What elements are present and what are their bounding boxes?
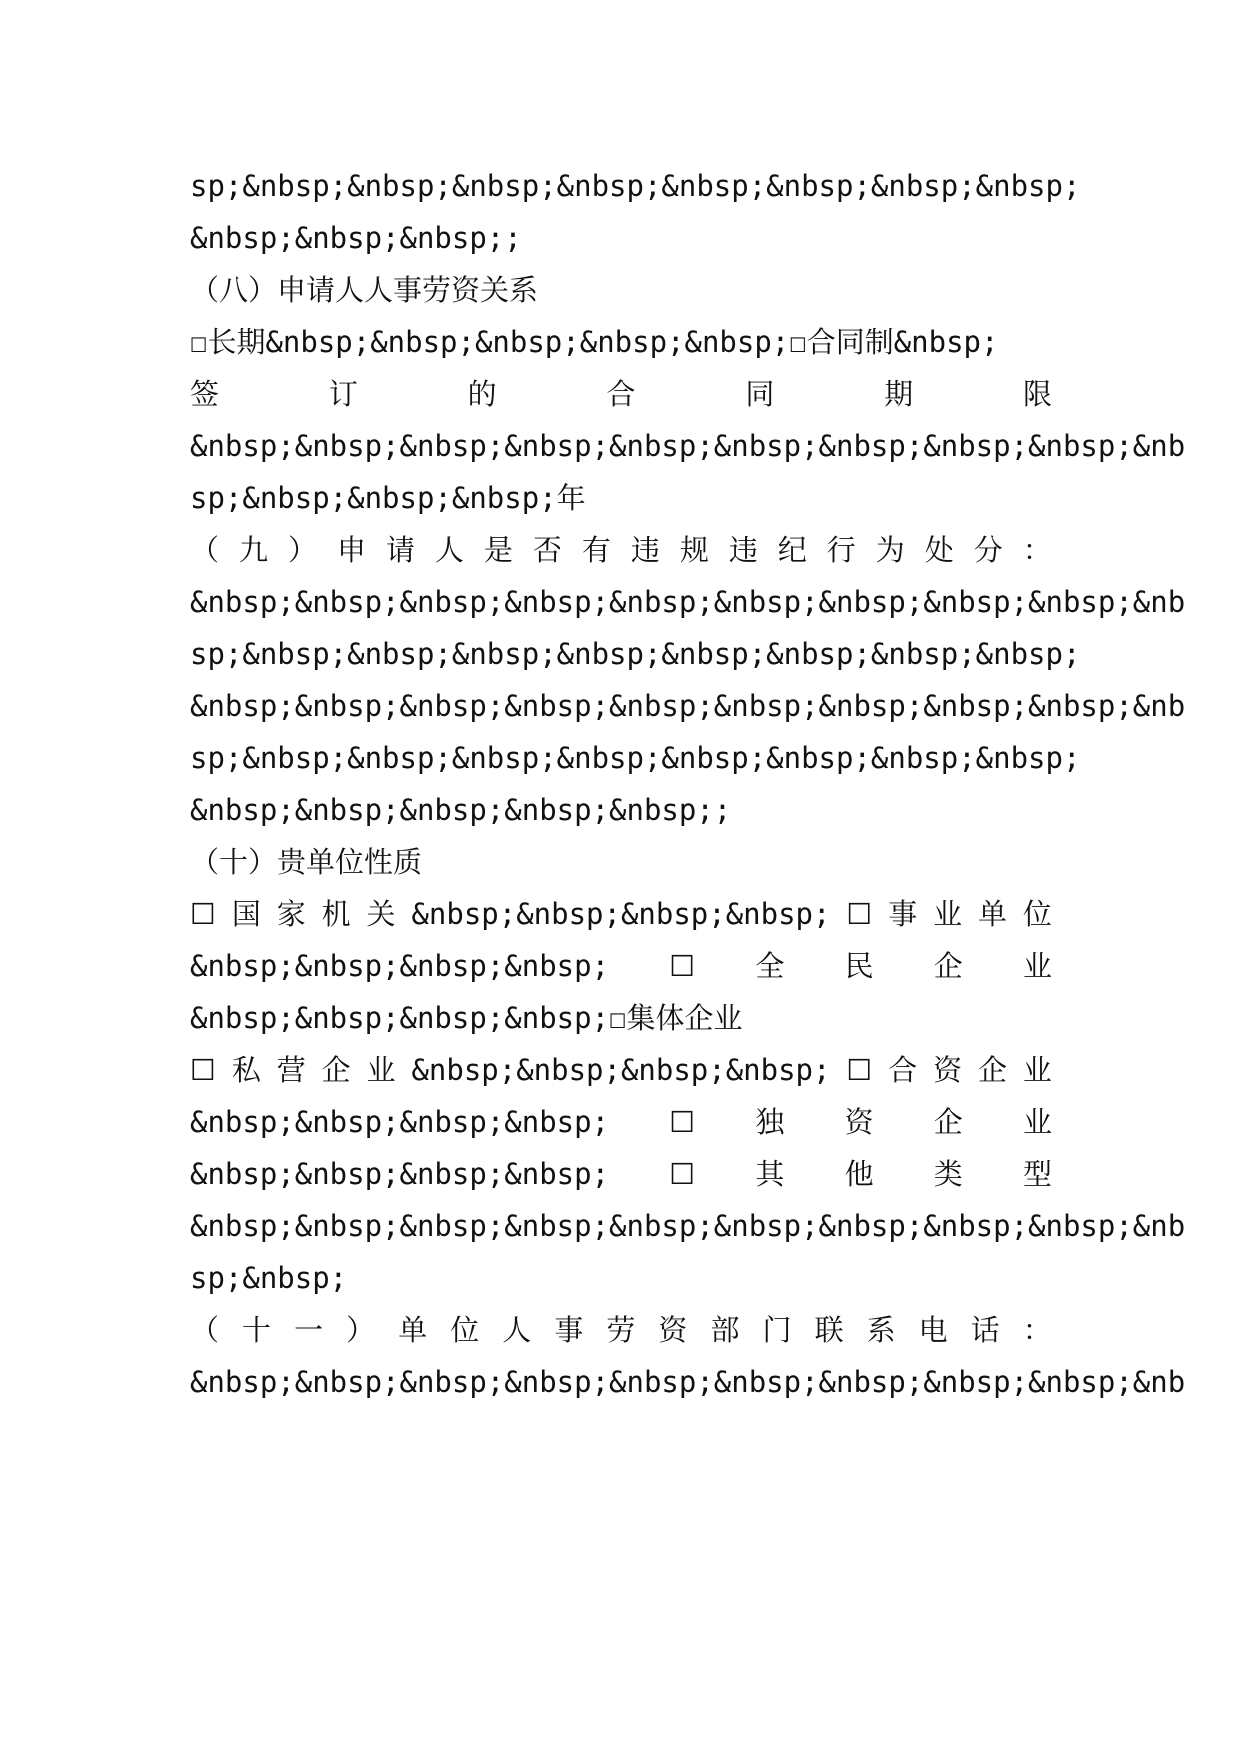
text-char: （: [190, 1313, 220, 1347]
text-char: 行: [826, 533, 856, 567]
options-unit-type-row-5: [190, 1102, 1052, 1142]
text-char: 申: [336, 533, 366, 567]
text-char: 单: [398, 1313, 428, 1347]
options-unit-type-row-1: [190, 894, 1052, 934]
text-char: 十: [242, 1313, 272, 1347]
text-char: 全: [755, 949, 785, 983]
text-char: 资: [844, 1105, 874, 1139]
text-char: 限: [1022, 377, 1052, 411]
text-char: 位: [450, 1313, 480, 1347]
text-line-21: &nbsp;&nbsp;&nbsp;&nbsp;&nbsp;&nbsp;&nbsp;&nbsp;&nbsp;&nb: [190, 1209, 1186, 1243]
options-unit-type-row-4: [190, 1050, 1052, 1090]
text-char: 业: [1022, 1105, 1052, 1139]
text-char: 的: [467, 377, 497, 411]
text-char: ）: [346, 1313, 376, 1347]
section-heading-10: （十）贵单位性质: [190, 845, 423, 879]
text-char: （: [190, 533, 220, 567]
text-entity: &nbsp;&nbsp;&nbsp;&nbsp;: [411, 1053, 831, 1087]
text-char: 企: [933, 949, 963, 983]
text-char: 一: [294, 1313, 324, 1347]
text-char: 同: [745, 377, 775, 411]
text-char: 业: [366, 1053, 396, 1087]
text-char: 劳: [606, 1313, 636, 1347]
checkbox-icon: ☐: [846, 897, 873, 931]
text-char: ：: [1022, 533, 1052, 567]
text-char: 企: [933, 1105, 963, 1139]
text-line-11: &nbsp;&nbsp;&nbsp;&nbsp;&nbsp;&nbsp;&nbsp;&nbsp;&nbsp;&nb: [190, 689, 1186, 723]
text-line-12: sp;&nbsp;&nbsp;&nbsp;&nbsp;&nbsp;&nbsp;&nbsp;&nbsp;: [190, 741, 1081, 775]
text-char: 私: [231, 1053, 261, 1087]
checkbox-icon: ☐: [669, 1105, 696, 1139]
checkbox-icon: ☐: [190, 1053, 216, 1087]
text-char: 其: [755, 1157, 785, 1191]
text-char: 关: [366, 897, 396, 931]
text-char: 处: [924, 533, 954, 567]
text-entity: &nbsp;&nbsp;&nbsp;&nbsp;: [190, 1157, 610, 1191]
text-char: 九: [238, 533, 268, 567]
checkbox-icon: ☐: [190, 897, 216, 931]
contract-term-label: [190, 374, 1052, 414]
text-char: 机: [321, 897, 351, 931]
text-char: 请: [385, 533, 415, 567]
text-char: 违: [728, 533, 758, 567]
text-char: 他: [844, 1157, 874, 1191]
text-char: 违: [630, 533, 660, 567]
text-line-22: sp;&nbsp;: [190, 1261, 348, 1295]
text-char: 业: [933, 897, 963, 931]
text-char: 企: [321, 1053, 351, 1087]
text-char: 分: [973, 533, 1003, 567]
text-char: 企: [978, 1053, 1008, 1087]
text-char: 业: [1022, 949, 1052, 983]
text-char: 单: [978, 897, 1008, 931]
text-char: 部: [710, 1313, 740, 1347]
text-char: 签: [190, 377, 220, 411]
text-char: 类: [933, 1157, 963, 1191]
section-heading-8: （八）申请人人事劳资关系: [190, 273, 539, 307]
text-line-13: &nbsp;&nbsp;&nbsp;&nbsp;&nbsp;;: [190, 793, 732, 827]
text-char: 为: [875, 533, 905, 567]
text-char: 合: [606, 377, 636, 411]
text-char: 事: [554, 1313, 584, 1347]
options-unit-type-row-2: [190, 946, 1052, 986]
text-char: 是: [483, 533, 513, 567]
text-line-10: sp;&nbsp;&nbsp;&nbsp;&nbsp;&nbsp;&nbsp;&nbsp;&nbsp;: [190, 637, 1081, 671]
text-char: 民: [844, 949, 874, 983]
text-char: 事: [888, 897, 918, 931]
text-char: 联: [814, 1313, 844, 1347]
text-char: ）: [287, 533, 317, 567]
text-char: 资: [658, 1313, 688, 1347]
text-line-2: &nbsp;&nbsp;&nbsp;;: [190, 221, 522, 255]
text-line-6: &nbsp;&nbsp;&nbsp;&nbsp;&nbsp;&nbsp;&nbsp;&nbsp;&nbsp;&nb: [190, 429, 1186, 463]
text-char: 位: [1022, 897, 1052, 931]
text-line-7: sp;&nbsp;&nbsp;&nbsp;年: [190, 481, 586, 515]
text-entity: &nbsp;&nbsp;&nbsp;&nbsp;: [190, 1105, 610, 1139]
options-unit-type-row-6: [190, 1154, 1052, 1194]
text-char: 独: [755, 1105, 785, 1139]
text-line-1: sp;&nbsp;&nbsp;&nbsp;&nbsp;&nbsp;&nbsp;&nbsp;&nbsp;: [190, 169, 1081, 203]
checkbox-icon: ☐: [846, 1053, 873, 1087]
text-char: 营: [276, 1053, 306, 1087]
text-char: 话: [970, 1313, 1000, 1347]
text-entity: &nbsp;&nbsp;&nbsp;&nbsp;: [190, 949, 610, 983]
text-entity: &nbsp;&nbsp;&nbsp;&nbsp;: [411, 897, 831, 931]
text-char: 国: [231, 897, 261, 931]
text-char: 规: [679, 533, 709, 567]
section-heading-11: [190, 1310, 1052, 1350]
text-char: 门: [762, 1313, 792, 1347]
options-employment-type: ☐长期&nbsp;&nbsp;&nbsp;&nbsp;&nbsp;☐合同制&nbsp;: [190, 325, 999, 359]
text-char: 否: [532, 533, 562, 567]
text-line-9: &nbsp;&nbsp;&nbsp;&nbsp;&nbsp;&nbsp;&nbsp;&nbsp;&nbsp;&nb: [190, 585, 1186, 619]
options-unit-type-row-3: &nbsp;&nbsp;&nbsp;&nbsp;☐集体企业: [190, 1001, 743, 1035]
checkbox-icon: ☐: [669, 949, 696, 983]
text-char: 合: [888, 1053, 918, 1087]
text-char: 订: [328, 377, 358, 411]
text-char: 资: [933, 1053, 963, 1087]
checkbox-icon: ☐: [669, 1157, 696, 1191]
section-heading-9: [190, 530, 1052, 570]
text-char: 纪: [777, 533, 807, 567]
text-char: 电: [918, 1313, 948, 1347]
text-char: 人: [434, 533, 464, 567]
text-char: ：: [1022, 1313, 1052, 1347]
text-char: 系: [866, 1313, 896, 1347]
text-char: 有: [581, 533, 611, 567]
text-char: 人: [502, 1313, 532, 1347]
text-char: 业: [1022, 1053, 1052, 1087]
text-char: 期: [884, 377, 914, 411]
text-char: 家: [276, 897, 306, 931]
text-line-24: &nbsp;&nbsp;&nbsp;&nbsp;&nbsp;&nbsp;&nbsp;&nbsp;&nbsp;&nb: [190, 1365, 1186, 1399]
text-char: 型: [1022, 1157, 1052, 1191]
